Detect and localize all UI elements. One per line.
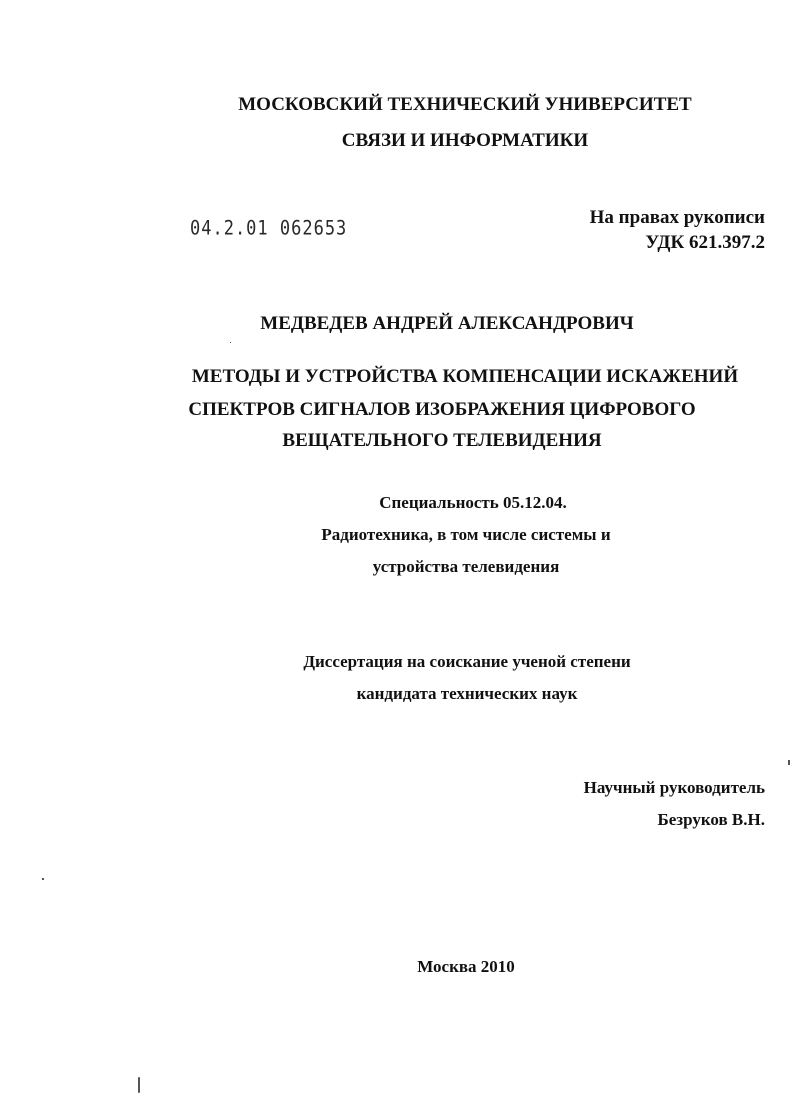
- thesis-title-line-1: МЕТОДЫ И УСТРОЙСТВА КОМПЕНСАЦИИ ИСКАЖЕНИЙ: [191, 366, 739, 387]
- university-name-line-1: МОСКОВСКИЙ ТЕХНИЧЕСКИЙ УНИВЕРСИТЕТ: [238, 94, 692, 115]
- thesis-title-line-3: ВЕЩАТЕЛЬНОГО ТЕЛЕВИДЕНИЯ: [282, 430, 602, 451]
- city-and-year: Москва 2010: [417, 957, 515, 976]
- thesis-title-line-2: СПЕКТРОВ СИГНАЛОВ ИЗОБРАЖЕНИЯ ЦИФРОВОГО: [188, 399, 696, 420]
- degree-line-1: Диссертация на соискание ученой степени: [303, 652, 631, 671]
- udc-code: УДК 621.397.2: [645, 232, 765, 253]
- scan-speck: [230, 342, 231, 343]
- scan-speck: [138, 1077, 140, 1093]
- specialty-field-line-2: устройства телевидения: [372, 557, 560, 576]
- manuscript-rights-label: На правах рукописи: [589, 207, 765, 228]
- specialty-field-line-1: Радиотехника, в том числе системы и: [321, 525, 611, 544]
- scan-speck: [42, 878, 44, 880]
- supervisor-label: Научный руководитель: [583, 778, 765, 797]
- specialty-code: Специальность 05.12.04.: [379, 493, 567, 512]
- supervisor-name: Безруков В.Н.: [657, 810, 765, 829]
- scan-speck: [788, 760, 790, 765]
- degree-line-2: кандидата технических наук: [356, 684, 578, 703]
- university-name-line-2: СВЯЗИ И ИНФОРМАТИКИ: [341, 130, 589, 151]
- author-name: МЕДВЕДЕВ АНДРЕЙ АЛЕКСАНДРОВИЧ: [260, 313, 634, 334]
- archive-stamp-number: 04.2.01 062653: [190, 217, 348, 240]
